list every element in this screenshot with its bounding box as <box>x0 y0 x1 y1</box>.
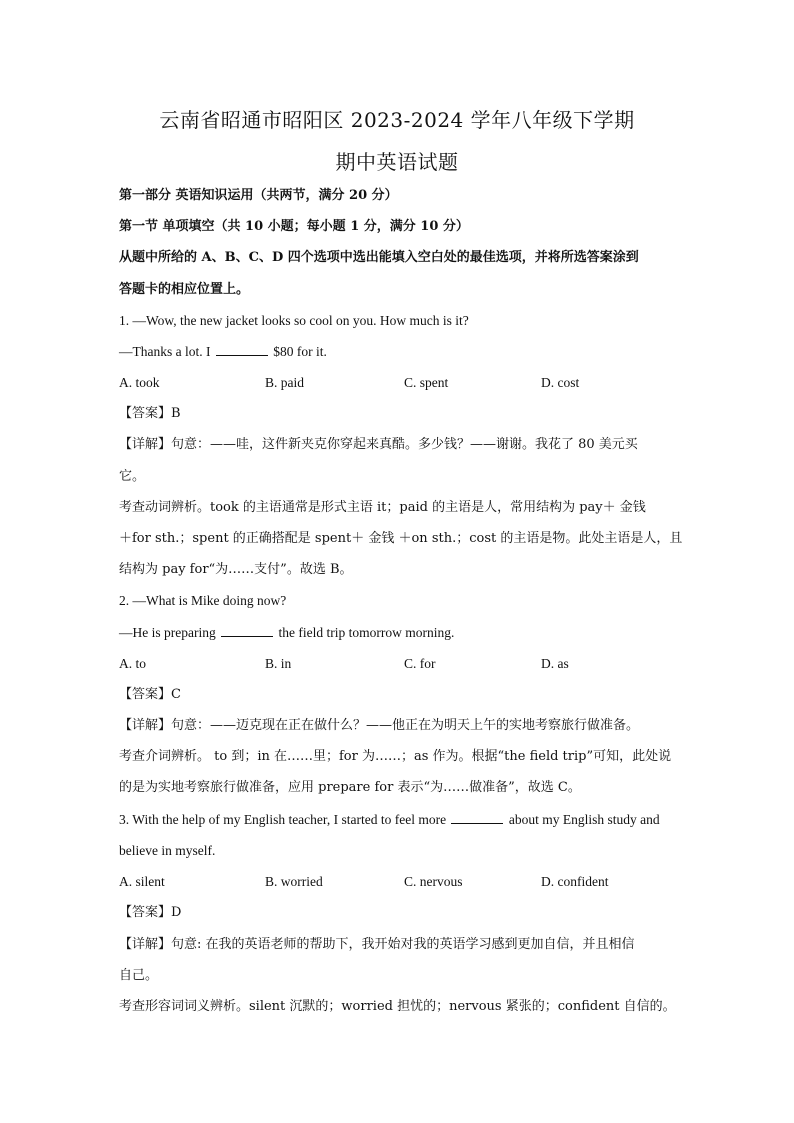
question-3-stem-text-a: 3. With the help of my English teacher, I started to feel more <box>119 812 447 827</box>
question-2-option-c: C. for <box>404 656 436 671</box>
section-heading: 第一节 单项填空（共 10 小题；每小题 1 分，满分 10 分） <box>119 219 469 234</box>
question-1-stem-text-b: $80 for it. <box>273 344 327 359</box>
question-2-stem-text-a: —He is preparing <box>119 625 216 640</box>
question-1-answer: 【答案】B <box>119 406 181 421</box>
question-3-option-b: B. worried <box>265 874 323 889</box>
question-3-stem-text-b: about my English study and <box>508 812 660 827</box>
question-3-stem-line-2: believe in myself. <box>119 843 216 858</box>
question-1-detail-line-2: 它。 <box>119 469 146 484</box>
question-3-detail-line-1: 【详解】句意: 在我的英语老师的帮助下，我开始对我的英语学习感到更加自信，并且相信 <box>119 937 635 952</box>
question-1-stem-line-1: 1. —Wow, the new jacket looks so cool on you. How much is it? <box>119 313 469 328</box>
question-2-stem-text-b: the field trip tomorrow morning. <box>278 625 455 640</box>
question-1-detail-line-5: 结构为 pay for“为……支付”。故选 B。 <box>119 562 353 577</box>
question-1-option-a: A. took <box>119 375 160 390</box>
question-1-detail-line-3: 考查动词辨析。took 的主语通常是形式主语 it；paid 的主语是人，常用结构为 pay＋ 金钱 <box>119 500 646 515</box>
question-1-option-d: D. cost <box>541 375 580 390</box>
question-2-stem-line-2 <box>119 623 689 643</box>
question-3-answer: 【答案】D <box>119 905 182 920</box>
question-3-option-c: C. nervous <box>404 874 463 889</box>
question-2-detail-line-1: 【详解】句意：——迈克现在正在做什么？——他正在为明天上午的实地考察旅行做准备。 <box>119 718 640 733</box>
question-2-stem-line-1: 2. —What is Mike doing now? <box>119 593 287 608</box>
question-2-option-b: B. in <box>265 656 292 671</box>
page-subtitle: 期中英语试题 <box>335 150 459 174</box>
question-3-detail-line-2: 自己。 <box>119 968 159 983</box>
instruction-line-1: 从题中所给的 A、B、C、D 四个选项中选出能填入空白处的最佳选项，并将所选答案涂到 <box>119 250 639 265</box>
question-1-stem-line-2 <box>119 342 689 362</box>
question-2-answer: 【答案】C <box>119 687 181 702</box>
question-1-detail-line-4: ＋for sth.；spent 的正确搭配是 spent＋ 金钱 ＋on sth.；cost 的主语是物。此处主语是人，且 <box>119 531 683 546</box>
page-title: 云南省昭通市昭阳区 2023-2024 学年八年级下学期 <box>159 108 635 132</box>
question-3-detail-line-3: 考查形容词词义辨析。silent 沉默的；worried 担忧的；nervous 紧张的；confident 自信的。 <box>119 999 676 1014</box>
instruction-line-2: 答题卡的相应位置上。 <box>119 282 250 297</box>
question-2-detail-line-3: 的是为实地考察旅行做准备，应用 prepare for 表示“为……做准备”，故选 C。 <box>119 780 581 795</box>
question-1-option-b: B. paid <box>265 375 304 390</box>
question-1-stem-text-a: —Thanks a lot. I <box>119 344 211 359</box>
part-heading: 第一部分 英语知识运用（共两节，满分 20 分） <box>119 188 398 203</box>
question-1-detail-line-1: 【详解】句意：——哇，这件新夹克你穿起来真酷。多少钱？——谢谢。我花了 80 美元买 <box>119 437 638 452</box>
question-1-option-c: C. spent <box>404 375 449 390</box>
question-2-detail-line-2: 考查介词辨析。 to 到；in 在……里；for 为……；as 作为。根据“the field trip”可知，此处说 <box>119 749 672 764</box>
answer-blank <box>451 812 503 824</box>
question-3-stem-line-1 <box>119 810 689 830</box>
question-2-option-d: D. as <box>541 656 569 671</box>
question-2-option-a: A. to <box>119 656 146 671</box>
answer-blank <box>216 344 268 356</box>
question-3-option-d: D. confident <box>541 874 609 889</box>
answer-blank <box>221 625 273 637</box>
question-3-option-a: A. silent <box>119 874 165 889</box>
